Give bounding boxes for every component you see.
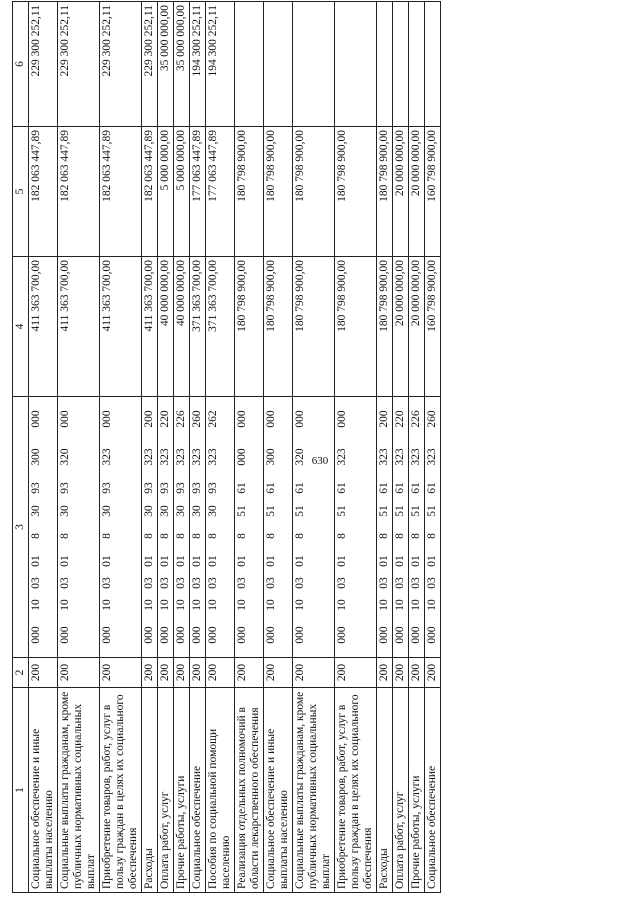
amount-col4: 40 000 000,00 xyxy=(174,257,190,397)
code-part: 03 xyxy=(175,577,187,589)
code-part: 10 xyxy=(191,599,203,611)
code-part: 01 xyxy=(101,555,113,567)
budget-code xyxy=(174,397,190,658)
code-part: 323 xyxy=(207,448,219,466)
code-part: 200 xyxy=(143,410,155,428)
code-part: 03 xyxy=(426,577,438,589)
code-part: 8 xyxy=(394,533,406,539)
amount-col5: 180 798 900,00 xyxy=(293,127,335,257)
row-name: Оплата работ, услуг xyxy=(393,688,409,893)
code-part: 000 xyxy=(294,410,306,428)
code-part: 000 xyxy=(236,410,248,428)
code-part: 03 xyxy=(394,577,406,589)
code-part: 000 xyxy=(159,626,171,644)
row-name: Социальное обеспечение и иные выплаты населению xyxy=(29,688,58,893)
amount-col6 xyxy=(393,2,409,127)
amount-col4: 371 363 700,00 xyxy=(206,257,235,397)
amount-col4: 20 000 000,00 xyxy=(393,257,409,397)
amount-col6: 35 000 000,00 xyxy=(158,2,174,127)
budget-code xyxy=(29,397,58,658)
admin-code: 200 xyxy=(174,658,190,688)
code-part: 323 xyxy=(426,448,438,466)
code-part: 323 xyxy=(143,448,155,466)
admin-code: 200 xyxy=(393,658,409,688)
code-part: 10 xyxy=(426,599,438,611)
budget-table xyxy=(12,1,441,893)
header-cell: 3 xyxy=(13,397,29,658)
code-part: 30 xyxy=(101,505,113,517)
table-row xyxy=(158,2,174,893)
row-name: Социальные выплаты гражданам, кроме публичных нормативных социальных выплат xyxy=(293,688,335,893)
code-part: 93 xyxy=(101,482,113,494)
code-part: 000 xyxy=(236,448,248,466)
amount-col4: 180 798 900,00 xyxy=(293,257,335,397)
admin-code: 200 xyxy=(425,658,441,688)
page-number: 630 xyxy=(311,455,329,467)
code-part: 8 xyxy=(378,533,390,539)
amount-col4: 20 000 000,00 xyxy=(409,257,425,397)
code-part: 10 xyxy=(236,599,248,611)
amount-col4: 411 363 700,00 xyxy=(29,257,58,397)
amount-col4: 411 363 700,00 xyxy=(142,257,158,397)
table-row xyxy=(393,2,409,893)
amount-col6 xyxy=(425,2,441,127)
row-name: Социальные выплаты гражданам, кроме публичных нормативных социальных выплат xyxy=(58,688,100,893)
admin-code: 200 xyxy=(190,658,206,688)
code-part: 323 xyxy=(159,448,171,466)
budget-code xyxy=(393,397,409,658)
code-part: 03 xyxy=(336,577,348,589)
table-row xyxy=(409,2,425,893)
amount-col5: 160 798 900,00 xyxy=(425,127,441,257)
code-part: 93 xyxy=(191,482,203,494)
code-part: 8 xyxy=(236,533,248,539)
admin-code: 200 xyxy=(409,658,425,688)
code-part: 323 xyxy=(394,448,406,466)
code-part: 30 xyxy=(159,505,171,517)
code-part: 93 xyxy=(159,482,171,494)
budget-code xyxy=(335,397,377,658)
code-part: 300 xyxy=(30,448,42,466)
code-part: 000 xyxy=(410,626,422,644)
code-part: 8 xyxy=(336,533,348,539)
code-part: 10 xyxy=(378,599,390,611)
code-part: 000 xyxy=(394,626,406,644)
code-part: 01 xyxy=(294,555,306,567)
code-part: 300 xyxy=(265,448,277,466)
amount-col4: 40 000 000,00 xyxy=(158,257,174,397)
code-part: 323 xyxy=(101,448,113,466)
code-part: 01 xyxy=(378,555,390,567)
table-row xyxy=(190,2,206,893)
code-part: 10 xyxy=(175,599,187,611)
amount-col6: 194 300 252,11 xyxy=(206,2,235,127)
code-part: 000 xyxy=(336,626,348,644)
amount-col4: 180 798 900,00 xyxy=(335,257,377,397)
amount-col6: 194 300 252,11 xyxy=(190,2,206,127)
code-part: 03 xyxy=(59,577,71,589)
row-name: Социальное обеспечение xyxy=(190,688,206,893)
code-part: 8 xyxy=(294,533,306,539)
code-part: 000 xyxy=(265,410,277,428)
header-cell: 2 xyxy=(13,658,29,688)
amount-col5: 180 798 900,00 xyxy=(264,127,293,257)
code-part: 000 xyxy=(426,626,438,644)
code-part: 03 xyxy=(294,577,306,589)
amount-col5: 182 063 447,89 xyxy=(100,127,142,257)
code-part: 01 xyxy=(207,555,219,567)
code-part: 30 xyxy=(143,505,155,517)
code-part: 8 xyxy=(59,533,71,539)
code-part: 01 xyxy=(30,555,42,567)
budget-code xyxy=(206,397,235,658)
table-row xyxy=(235,2,264,893)
code-part: 323 xyxy=(378,448,390,466)
code-part: 8 xyxy=(410,533,422,539)
code-part: 61 xyxy=(378,482,390,494)
admin-code: 200 xyxy=(100,658,142,688)
code-part: 10 xyxy=(294,599,306,611)
code-part: 000 xyxy=(101,626,113,644)
row-name: Приобретение товаров, работ, услуг в пользу граждан в целях их социального обеспечения xyxy=(335,688,377,893)
code-part: 8 xyxy=(30,533,42,539)
code-part: 10 xyxy=(30,599,42,611)
code-part: 61 xyxy=(265,482,277,494)
admin-code: 200 xyxy=(206,658,235,688)
admin-code: 200 xyxy=(335,658,377,688)
code-part: 01 xyxy=(426,555,438,567)
code-part: 03 xyxy=(143,577,155,589)
row-name: Пособия по социальной помощи населению xyxy=(206,688,235,893)
row-name: Реализация отдельных полномочий в области лекарственного обеспечения xyxy=(235,688,264,893)
code-part: 51 xyxy=(378,505,390,517)
header-cell: 5 xyxy=(13,127,29,257)
row-name: Социальное обеспечение xyxy=(425,688,441,893)
code-part: 8 xyxy=(265,533,277,539)
table-body xyxy=(29,2,441,893)
code-part: 93 xyxy=(59,482,71,494)
row-name: Прочие работы, услуги xyxy=(174,688,190,893)
header-cell: 1 xyxy=(13,688,29,893)
amount-col6 xyxy=(264,2,293,127)
code-part: 260 xyxy=(426,410,438,428)
code-part: 323 xyxy=(175,448,187,466)
code-part: 10 xyxy=(143,599,155,611)
amount-col5: 180 798 900,00 xyxy=(235,127,264,257)
code-part: 61 xyxy=(336,482,348,494)
code-part: 03 xyxy=(236,577,248,589)
code-part: 000 xyxy=(294,626,306,644)
code-part: 30 xyxy=(175,505,187,517)
amount-col6 xyxy=(235,2,264,127)
code-part: 8 xyxy=(207,533,219,539)
code-part: 10 xyxy=(410,599,422,611)
row-name: Оплата работ, услуг xyxy=(158,688,174,893)
table-row xyxy=(142,2,158,893)
budget-code xyxy=(100,397,142,658)
table-row xyxy=(29,2,58,893)
amount-col6: 35 000 000,00 xyxy=(174,2,190,127)
amount-col5: 177 063 447,89 xyxy=(190,127,206,257)
amount-col5: 5 000 000,00 xyxy=(158,127,174,257)
budget-code xyxy=(190,397,206,658)
amount-col5: 182 063 447,89 xyxy=(29,127,58,257)
code-part: 51 xyxy=(236,505,248,517)
header-row xyxy=(13,2,29,893)
code-part: 10 xyxy=(265,599,277,611)
amount-col5: 20 000 000,00 xyxy=(393,127,409,257)
budget-code xyxy=(58,397,100,658)
code-part: 000 xyxy=(59,626,71,644)
code-part: 10 xyxy=(59,599,71,611)
code-part: 93 xyxy=(175,482,187,494)
row-name: Приобретение товаров, работ, услуг в пользу граждан в целях их социального обеспечения xyxy=(100,688,142,893)
budget-code xyxy=(377,397,393,658)
amount-col6: 229 300 252,11 xyxy=(142,2,158,127)
amount-col4: 180 798 900,00 xyxy=(264,257,293,397)
table-row xyxy=(100,2,142,893)
code-part: 61 xyxy=(426,482,438,494)
admin-code: 200 xyxy=(58,658,100,688)
code-part: 10 xyxy=(159,599,171,611)
code-part: 61 xyxy=(294,482,306,494)
amount-col5: 182 063 447,89 xyxy=(58,127,100,257)
budget-code xyxy=(293,397,335,658)
table-row xyxy=(206,2,235,893)
code-part: 226 xyxy=(175,410,187,428)
code-part: 01 xyxy=(265,555,277,567)
code-part: 10 xyxy=(101,599,113,611)
budget-code xyxy=(409,397,425,658)
code-part: 8 xyxy=(191,533,203,539)
amount-col5: 182 063 447,89 xyxy=(142,127,158,257)
code-part: 01 xyxy=(143,555,155,567)
code-part: 8 xyxy=(101,533,113,539)
code-part: 03 xyxy=(101,577,113,589)
code-part: 51 xyxy=(265,505,277,517)
code-part: 10 xyxy=(336,599,348,611)
code-part: 323 xyxy=(336,448,348,466)
code-part: 03 xyxy=(30,577,42,589)
code-part: 01 xyxy=(336,555,348,567)
code-part: 262 xyxy=(207,410,219,428)
table-row xyxy=(293,2,335,893)
code-part: 01 xyxy=(394,555,406,567)
code-part: 01 xyxy=(191,555,203,567)
code-part: 61 xyxy=(410,482,422,494)
code-part: 8 xyxy=(159,533,171,539)
code-part: 000 xyxy=(101,410,113,428)
header-cell: 4 xyxy=(13,257,29,397)
code-part: 03 xyxy=(191,577,203,589)
code-part: 01 xyxy=(410,555,422,567)
budget-code xyxy=(425,397,441,658)
code-part: 10 xyxy=(207,599,219,611)
amount-col4: 411 363 700,00 xyxy=(100,257,142,397)
code-part: 03 xyxy=(207,577,219,589)
code-part: 000 xyxy=(336,410,348,428)
row-name: Расходы xyxy=(377,688,393,893)
admin-code: 200 xyxy=(377,658,393,688)
admin-code: 200 xyxy=(293,658,335,688)
table-row xyxy=(174,2,190,893)
row-name: Расходы xyxy=(142,688,158,893)
amount-col4: 371 363 700,00 xyxy=(190,257,206,397)
table-row xyxy=(425,2,441,893)
budget-code xyxy=(264,397,293,658)
code-part: 200 xyxy=(378,410,390,428)
table-row xyxy=(264,2,293,893)
amount-col6 xyxy=(335,2,377,127)
code-part: 000 xyxy=(59,410,71,428)
amount-col4: 180 798 900,00 xyxy=(377,257,393,397)
code-part: 03 xyxy=(159,577,171,589)
code-part: 220 xyxy=(394,410,406,428)
code-part: 01 xyxy=(59,555,71,567)
code-part: 000 xyxy=(236,626,248,644)
header-cell: 6 xyxy=(13,2,29,127)
code-part: 61 xyxy=(394,482,406,494)
code-part: 000 xyxy=(207,626,219,644)
code-part: 30 xyxy=(59,505,71,517)
admin-code: 200 xyxy=(29,658,58,688)
code-part: 10 xyxy=(394,599,406,611)
code-part: 000 xyxy=(378,626,390,644)
amount-col5: 177 063 447,89 xyxy=(206,127,235,257)
code-part: 01 xyxy=(159,555,171,567)
code-part: 93 xyxy=(207,482,219,494)
code-part: 000 xyxy=(175,626,187,644)
table-row xyxy=(377,2,393,893)
code-part: 51 xyxy=(426,505,438,517)
amount-col6 xyxy=(409,2,425,127)
code-part: 93 xyxy=(30,482,42,494)
code-part: 51 xyxy=(394,505,406,517)
amount-col6: 229 300 252,11 xyxy=(100,2,142,127)
code-part: 51 xyxy=(410,505,422,517)
amount-col6: 229 300 252,11 xyxy=(58,2,100,127)
code-part: 320 xyxy=(294,448,306,466)
amount-col4: 180 798 900,00 xyxy=(235,257,264,397)
code-part: 93 xyxy=(143,482,155,494)
code-part: 000 xyxy=(30,626,42,644)
amount-col6: 229 300 252,11 xyxy=(29,2,58,127)
row-name: Прочие работы, услуги xyxy=(409,688,425,893)
code-part: 03 xyxy=(265,577,277,589)
amount-col4: 160 798 900,00 xyxy=(425,257,441,397)
code-part: 8 xyxy=(426,533,438,539)
amount-col5: 20 000 000,00 xyxy=(409,127,425,257)
admin-code: 200 xyxy=(158,658,174,688)
table-row xyxy=(58,2,100,893)
amount-col5: 180 798 900,00 xyxy=(335,127,377,257)
budget-code xyxy=(142,397,158,658)
row-name: Социальное обеспечение и иные выплаты населению xyxy=(264,688,293,893)
amount-col5: 5 000 000,00 xyxy=(174,127,190,257)
table-row xyxy=(335,2,377,893)
code-part: 01 xyxy=(236,555,248,567)
amount-col6 xyxy=(377,2,393,127)
code-part: 61 xyxy=(236,482,248,494)
code-part: 226 xyxy=(410,410,422,428)
code-part: 51 xyxy=(336,505,348,517)
code-part: 000 xyxy=(30,410,42,428)
code-part: 323 xyxy=(191,448,203,466)
admin-code: 200 xyxy=(264,658,293,688)
code-part: 220 xyxy=(159,410,171,428)
admin-code: 200 xyxy=(142,658,158,688)
code-part: 8 xyxy=(175,533,187,539)
code-part: 51 xyxy=(294,505,306,517)
code-part: 30 xyxy=(191,505,203,517)
budget-code xyxy=(158,397,174,658)
code-part: 260 xyxy=(191,410,203,428)
admin-code: 200 xyxy=(235,658,264,688)
amount-col6 xyxy=(293,2,335,127)
code-part: 03 xyxy=(410,577,422,589)
code-part: 8 xyxy=(143,533,155,539)
code-part: 30 xyxy=(30,505,42,517)
code-part: 323 xyxy=(410,448,422,466)
amount-col4: 411 363 700,00 xyxy=(58,257,100,397)
amount-col5: 180 798 900,00 xyxy=(377,127,393,257)
code-part: 03 xyxy=(378,577,390,589)
code-part: 01 xyxy=(175,555,187,567)
code-part: 320 xyxy=(59,448,71,466)
code-part: 000 xyxy=(191,626,203,644)
code-part: 30 xyxy=(207,505,219,517)
code-part: 000 xyxy=(265,626,277,644)
budget-code xyxy=(235,397,264,658)
code-part: 000 xyxy=(143,626,155,644)
